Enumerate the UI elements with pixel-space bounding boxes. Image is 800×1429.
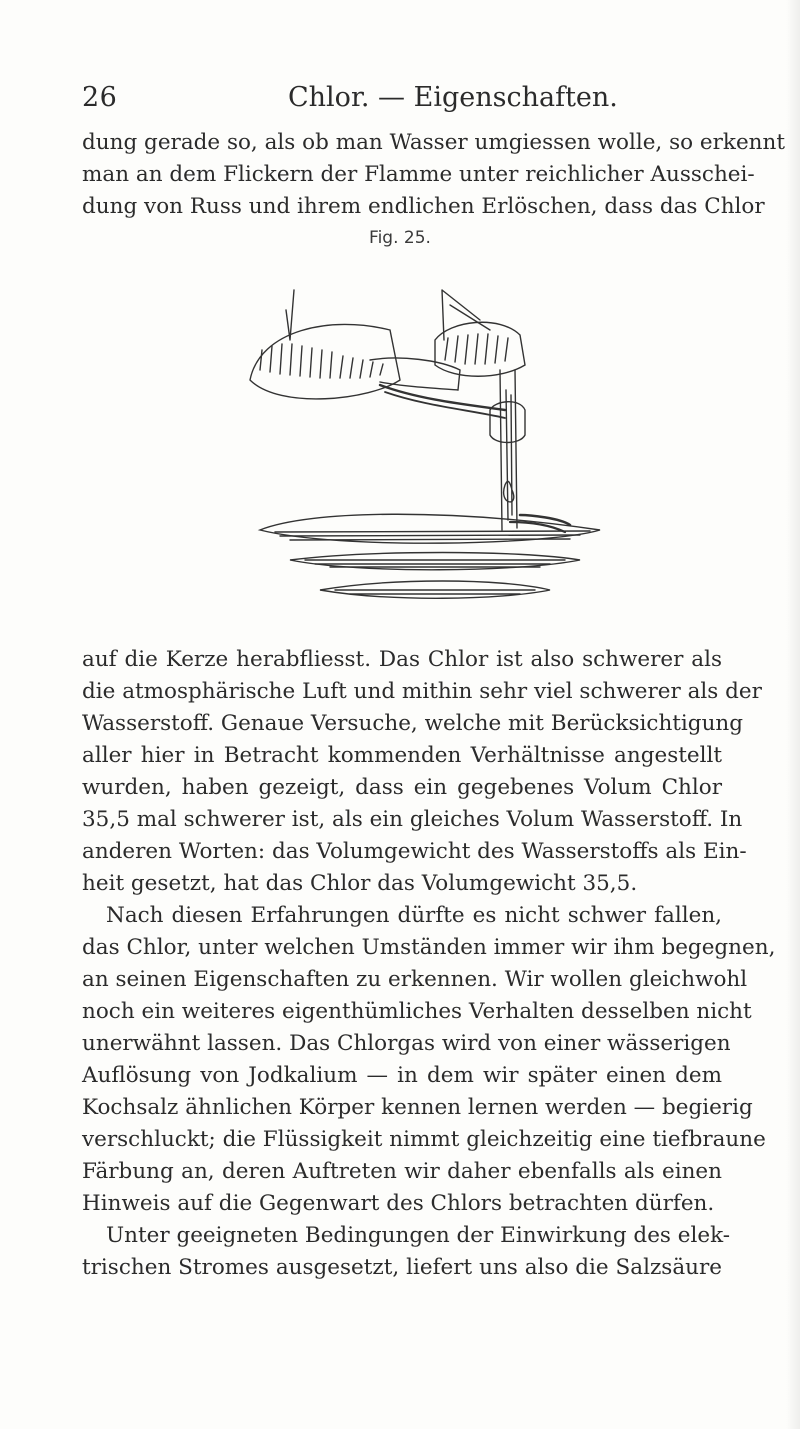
- text-line: Hinweis auf die Gegenwart des Chlors betrachten dürfen.: [82, 1191, 715, 1216]
- top-paragraph: [82, 127, 786, 223]
- candle-chlorine-pour-engraving-icon: [220, 260, 610, 630]
- text-line: Kochsalz ähnlichen Körper kennen lernen werden — begierig: [82, 1095, 753, 1120]
- page-edge-shadow: [786, 0, 800, 1429]
- text-line: aller hier in Betracht kommenden Verhältnisse angestellt: [82, 743, 722, 768]
- text-line: Nach diesen Erfahrungen dürfte es nicht schwer fallen,: [106, 903, 722, 928]
- text-line: auf die Kerze herabfliesst. Das Chlor ist also schwerer als: [82, 647, 722, 672]
- main-text: [82, 644, 776, 1284]
- text-line: anderen Worten: das Volumgewicht des Wasserstoffs als Ein-: [82, 839, 747, 864]
- text-line: die atmosphärische Luft und mithin sehr viel schwerer als der: [82, 679, 762, 704]
- text-line: verschluckt; die Flüssigkeit nimmt gleichzeitig eine tiefbraune: [82, 1127, 766, 1152]
- text-line: Wasserstoff. Genaue Versuche, welche mit Berücksichtigung: [82, 711, 744, 736]
- text-line: wurden, haben gezeigt, dass ein gegebenes Volum Chlor: [82, 775, 722, 800]
- page-number: 26: [82, 82, 118, 113]
- figure-caption: Fig. 25.: [369, 228, 431, 248]
- text-line: Auflösung von Jodkalium — in dem wir später einen dem: [82, 1063, 722, 1088]
- text-line: das Chlor, unter welchen Umständen immer wir ihm begegnen,: [82, 935, 776, 960]
- text-line: 35,5 mal schwerer ist, als ein gleiches Volum Wasserstoff. In: [82, 807, 743, 832]
- running-title: Chlor. — Eigenschaften.: [288, 82, 618, 113]
- text-line: dung gerade so, als ob man Wasser umgiessen wolle, so erkennt: [82, 130, 786, 155]
- text-line: dung von Russ und ihrem endlichen Erlöschen, dass das Chlor: [82, 194, 765, 219]
- page-header: [82, 82, 722, 122]
- text-line: trischen Stromes ausgesetzt, liefert uns also die Salzsäure: [82, 1255, 722, 1280]
- text-line: unerwähnt lassen. Das Chlorgas wird von einer wässerigen: [82, 1031, 731, 1056]
- text-line: Färbung an, deren Auftreten wir daher ebenfalls als einen: [82, 1159, 722, 1184]
- text-line: Unter geeigneten Bedingungen der Einwirkung des elek-: [106, 1223, 731, 1248]
- text-line: noch ein weiteres eigenthümliches Verhalten desselben nicht: [82, 999, 752, 1024]
- text-line: an seinen Eigenschaften zu erkennen. Wir wollen gleichwohl: [82, 967, 748, 992]
- text-line: man an dem Flickern der Flamme unter reichlicher Ausschei-: [82, 162, 755, 187]
- text-line: heit gesetzt, hat das Chlor das Volumgewicht 35,5.: [82, 871, 638, 896]
